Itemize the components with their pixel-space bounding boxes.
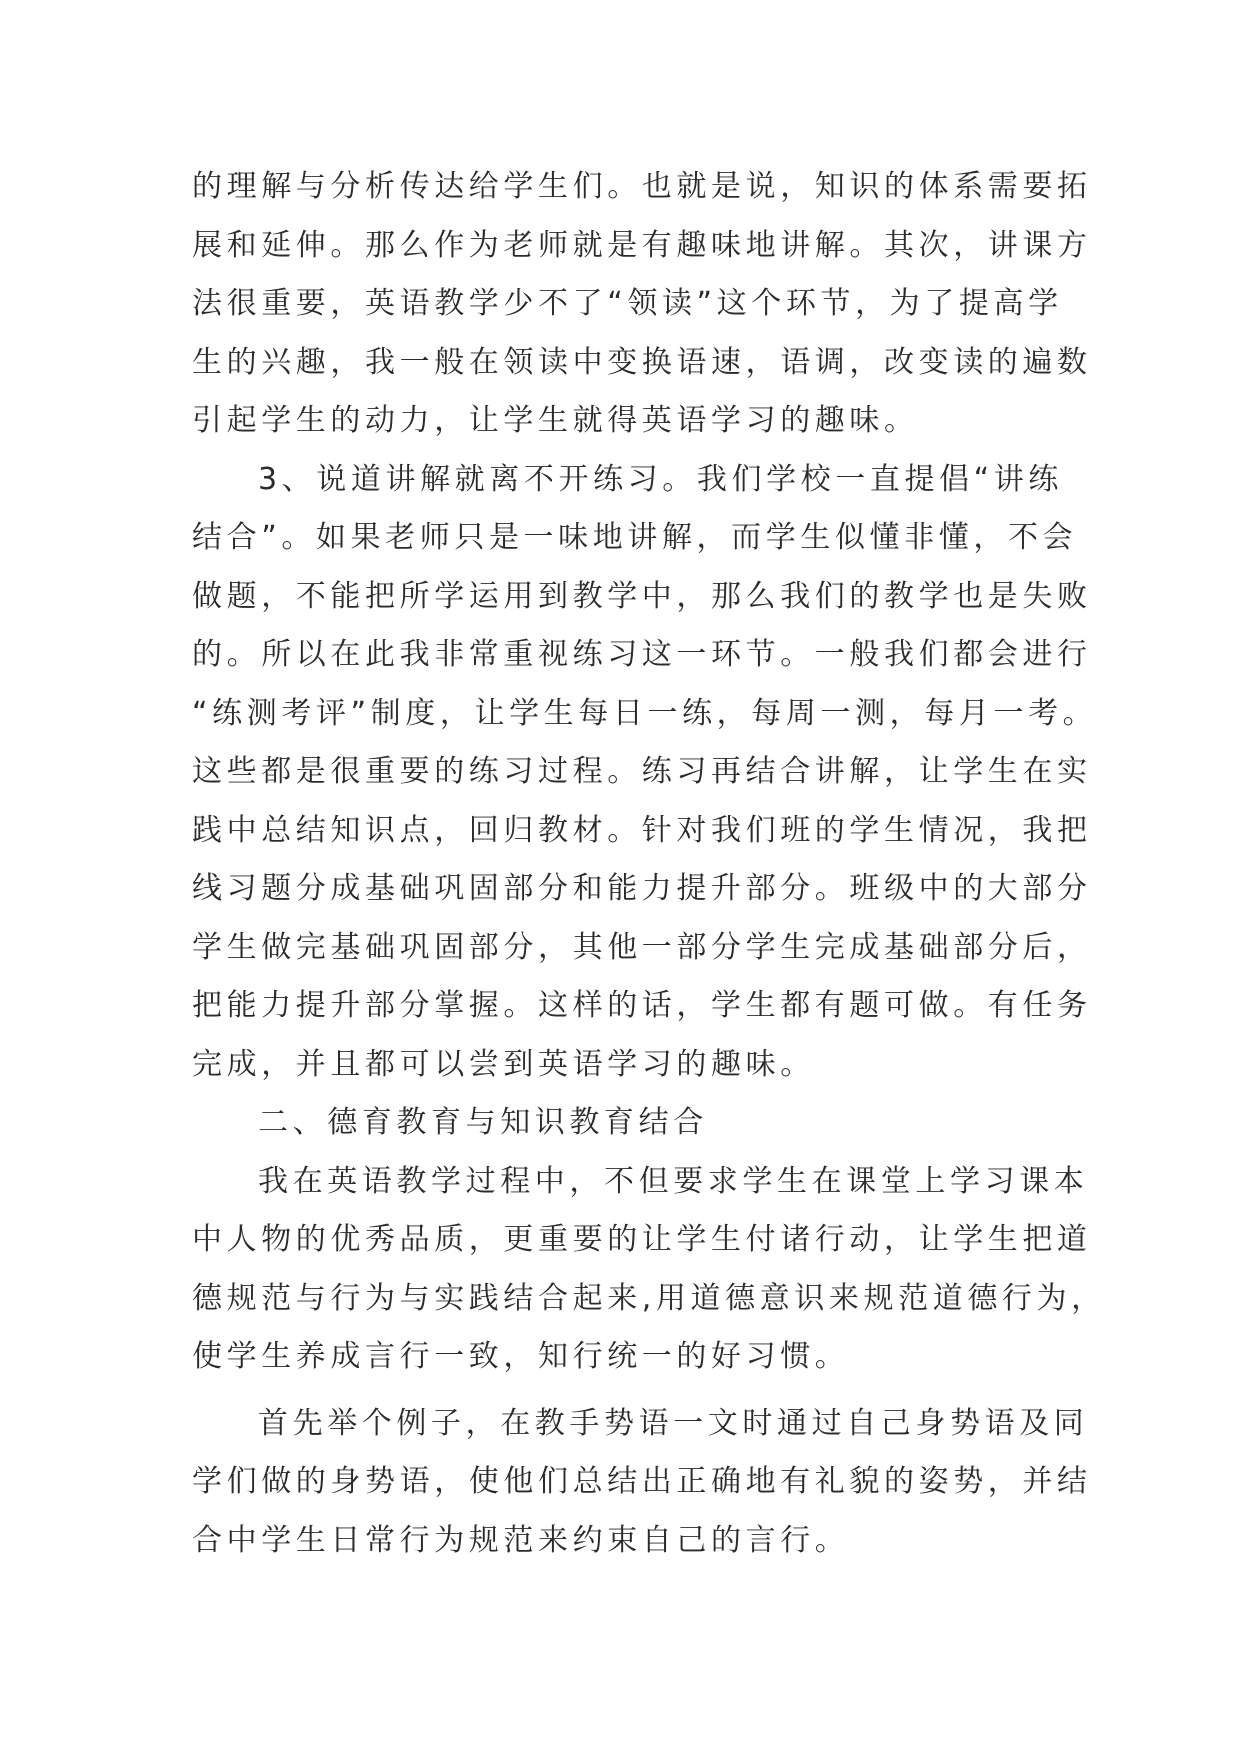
section-heading: 二、德育教育与知识教育结合 (258, 1105, 708, 1140)
paragraph-line: 践中总结知识点，回归教材。针对我们班的学生情况，我把 (192, 812, 1092, 848)
paragraph-line: 首先举个例子，在教手势语一文时通过自己身势语及同 (258, 1405, 1089, 1441)
paragraph-line: 把能力提升部分掌握。这样的话，学生都有题可做。有任务 (192, 988, 1092, 1023)
paragraph-line: 学生做完基础巩固部分，其他一部分学生完成基础部分后， (192, 929, 1092, 965)
paragraph-line: 合中学生日常行为规范来约束自己的言行。 (192, 1522, 850, 1558)
paragraph-line: 中人物的优秀品质，更重要的让学生付诸行动，让学生把道 (192, 1222, 1092, 1257)
paragraph-line: 的。所以在此我非常重视练习这一环节。一般我们都会进行 (192, 637, 1092, 672)
body-text (192, 158, 1106, 1570)
paragraph-line: 使学生养成言行一致，知行统一的好习惯。 (192, 1339, 850, 1374)
paragraph-line: 做题，不能把所学运用到教学中，那么我们的教学也是失败 (192, 578, 1092, 614)
paragraph-line: 法很重要，英语教学少不了“领读”这个环节，为了提高学 (192, 286, 1063, 321)
paragraph-line: 生的兴趣，我一般在领读中变换语速，语调，改变读的遍数 (192, 344, 1092, 380)
paragraph-line: 引起学生的动力，让学生就得英语学习的趣味。 (192, 403, 919, 438)
paragraph-line: 我在英语教学过程中，不但要求学生在课堂上学习课本 (258, 1163, 1089, 1199)
paragraph-line: 展和延伸。那么作为老师就是有趣味地讲解。其次，讲课方 (192, 227, 1092, 263)
paragraph-gap (192, 1387, 1056, 1395)
paragraph-line: 德规范与行为与实践结合起来,用道德意识来规范道德行为， (192, 1280, 1106, 1316)
paragraph-line: 完成，并且都可以尝到英语学习的趣味。 (192, 1046, 815, 1082)
paragraph-line: 这些都是很重要的练习过程。练习再结合讲解，让学生在实 (192, 754, 1092, 789)
paragraph-line: 线习题分成基础巩固部分和能力提升部分。班级中的大部分 (192, 871, 1092, 906)
paragraph-line: 的理解与分析传达给学生们。也就是说，知识的体系需要拓 (192, 169, 1092, 204)
paragraph-line: 3、说道讲解就离不开练习。我们学校一直提倡“讲练 (258, 461, 1064, 497)
paragraph-line: 结合”。如果老师只是一味地讲解，而学生似懂非懂，不会 (192, 520, 1078, 555)
paragraph-line: 学们做的身势语，使他们总结出正确地有礼貌的姿势，并结 (192, 1464, 1092, 1499)
paragraph-line: “练测考评”制度，让学生每日一练，每周一测，每月一考。 (192, 695, 1098, 731)
